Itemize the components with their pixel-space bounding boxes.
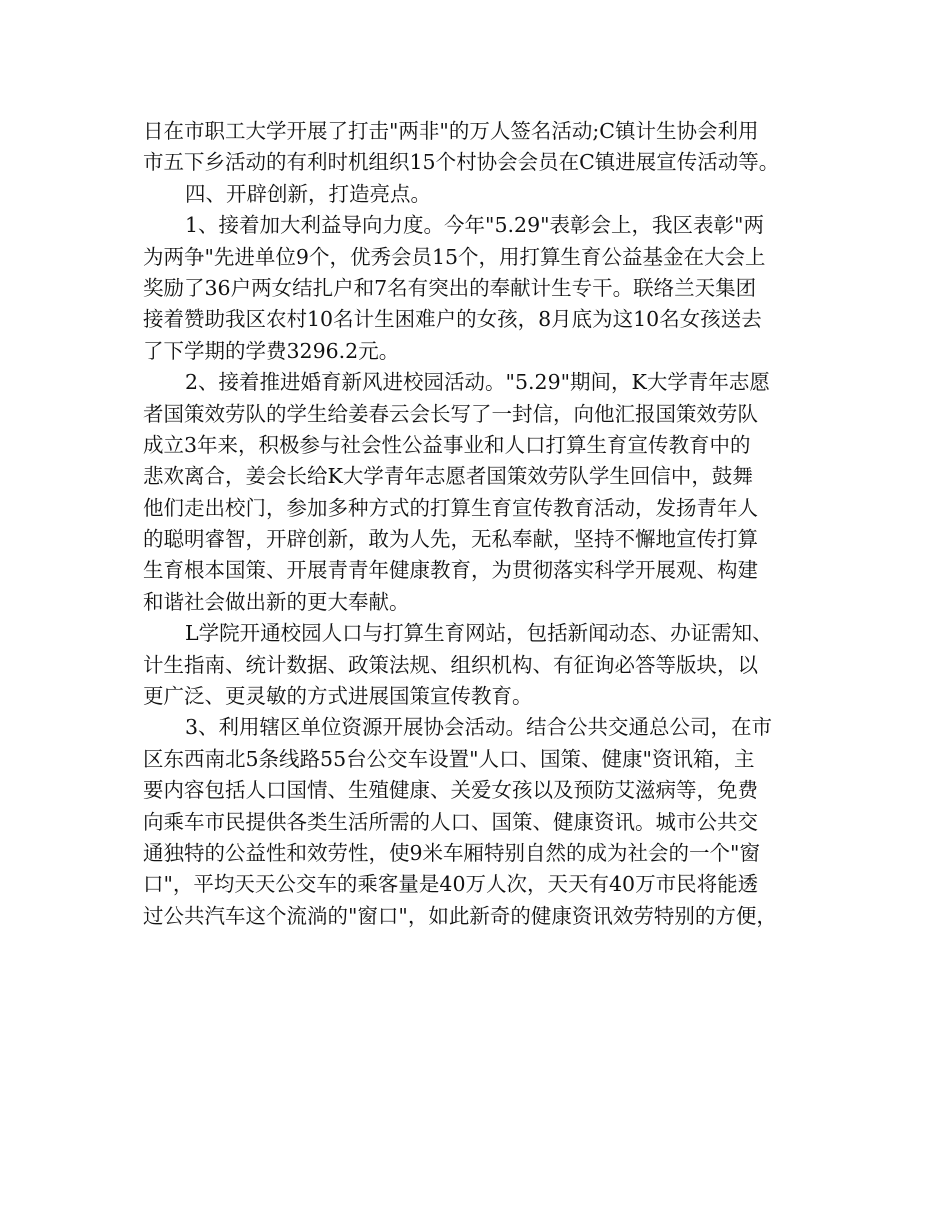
text-line: 他们走出校门，参加多种方式的打算生育宣传教育活动，发扬青年人 [143,495,758,520]
text-line: 口"，平均天天公交车的乘客量是40万人次，天天有40万市民将能透 [143,872,759,897]
text-line: 生育根本国策、开展青青年健康教育，为贯彻落实科学开展观、构建 [143,558,758,583]
text-line: 3、利用辖区单位资源开展协会活动。结合公共交通总公司，在市 [185,715,773,740]
text-line: L学院开通校园人口与打算生育网站，包括新闻动态、办证需知、 [185,621,773,646]
text-line: 通独特的公益性和效劳性，使9米车厢特别自然的成为社会的一个"窗 [143,840,760,865]
text-line: 为两争"先进单位9个，优秀会员15个，用打算生育公益基金在大会上 [143,244,766,269]
text-line: 2、接着推进婚育新风进校园活动。"5.29"期间，K大学青年志愿 [185,370,770,395]
text-line: 成立3年来，积极参与社会性公益事业和人口打算生育宣传教育中的 [143,432,751,457]
text-line: 向乘车市民提供各类生活所需的人口、国策、健康资讯。城市公共交 [143,809,758,834]
text-line: 的聪明睿智，开辟创新，敢为人先，无私奉献，坚持不懈地宣传打算 [143,527,758,552]
text-line: 更广泛、更灵敏的方式进展国策宣传教育。 [143,684,533,709]
text-line: 接着赞助我区农村10名计生困难户的女孩，8月底为这10名女孩送去 [143,307,762,332]
document-body [143,116,843,932]
text-line: 日在市职工大学开展了打击"两非"的万人签名活动;C镇计生协会利用 [143,119,759,143]
text-line: 了下学期的学费3296.2元。 [143,338,400,363]
text-line: 和谐社会做出新的更大奉献。 [143,589,410,614]
text-line: 四、开辟创新，打造亮点。 [185,181,431,206]
text-line: 市五下乡活动的有利时机组织15个村协会会员在C镇进展宣传活动等。 [143,150,780,175]
text-line: 悲欢离合，姜会长给K大学青年志愿者国策效劳队学生回信中，鼓舞 [143,464,753,489]
text-line: 要内容包括人口国情、生殖健康、关爱女孩以及预防艾滋病等，免费 [143,778,758,803]
document-page [143,116,843,932]
text-line: 者国策效劳队的学生给姜春云会长写了一封信，向他汇报国策效劳队 [143,401,758,426]
text-line: 过公共汽车这个流淌的"窗口"，如此新奇的健康资讯效劳特别的方便， [143,903,777,928]
text-line: 奖励了36户两女结扎户和7名有突出的奉献计生专干。联络兰天集团 [143,275,757,300]
text-line: 1、接着加大利益导向力度。今年"5.29"表彰会上，我区表彰"两 [185,213,764,238]
text-line: 区东西南北5条线路55台公交车设置"人口、国策、健康"资讯箱，主 [143,746,755,771]
text-line: 计生指南、统计数据、政策法规、组织机构、有征询必答等版块，以 [143,652,758,677]
